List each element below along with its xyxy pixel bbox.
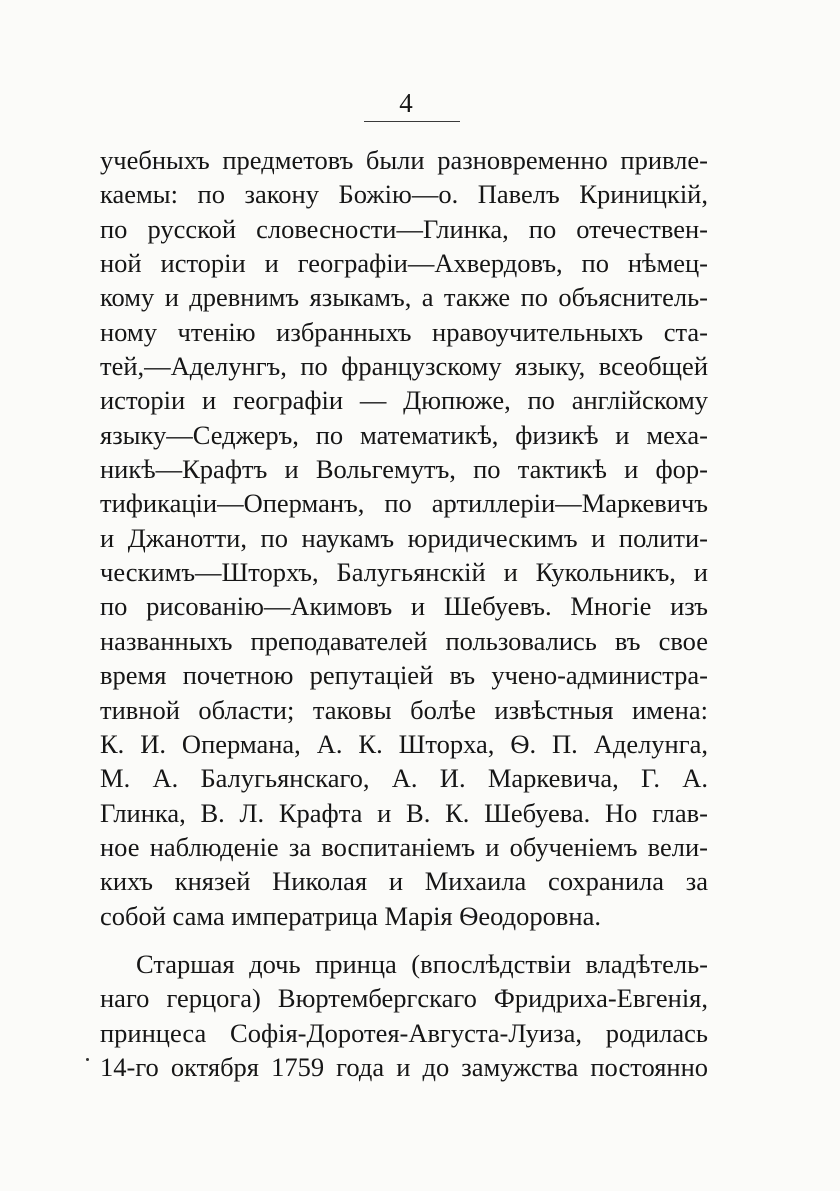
text-line: по русской словесности—Глинка, по отечествен- — [100, 213, 708, 244]
text-line: ной исторіи и географіи—Ахвердовъ, по нѣмец- — [100, 248, 708, 279]
text-line: каемы: по закону Божію—о. Павелъ Криницкій, — [100, 179, 708, 210]
text-line: языку—Седжеръ, по математикѣ, физикѣ и меха- — [100, 419, 708, 450]
text-line: и Джанотти, по наукамъ юридическимъ и полити- — [100, 522, 708, 553]
text-line: М. А. Балугьянскаго, А. И. Маркевича, Г. А. — [100, 763, 708, 794]
text-line: ное наблюденіе за воспитаніемъ и обученіемъ вели- — [100, 831, 708, 862]
text-line: принцеса Софія-Доротея-Августа-Луиза, родилась — [100, 1017, 708, 1048]
text-line: кому и древнимъ языкамъ, а также по объяснитель- — [100, 282, 708, 313]
text-line: по рисованію—Акимовъ и Шебуевъ. Многіе изъ — [100, 591, 708, 622]
paragraph-2 — [100, 947, 708, 1084]
text-line: ческимъ—Шторхъ, Балугьянскій и Кукольникъ, и — [100, 557, 708, 588]
text-line: время почетною репутаціей въ учено-администра- — [100, 660, 708, 691]
text-line: ному чтенію избранныхъ нравоучительныхъ ста- — [100, 316, 708, 347]
body-text — [100, 143, 708, 1084]
text-line: К. И. Опермана, А. К. Шторха, Ѳ. П. Аделунга, — [100, 728, 708, 759]
text-line: исторіи и географіи — Дюпюже, по англійскому — [100, 385, 708, 416]
text-line: наго герцога) Вюртембергскаго Фридриха-Евгенія, — [100, 983, 708, 1014]
paragraph-1 — [100, 143, 708, 933]
text-line: тификаціи—Оперманъ, по артиллеріи—Маркевичъ — [100, 488, 708, 519]
text-line: кихъ князей Николая и Михаила сохранила за — [100, 866, 708, 897]
text-line: никѣ—Крафтъ и Вольгемутъ, по тактикѣ и фор- — [100, 454, 708, 485]
text-line: тивной области; таковы болѣе извѣстныя имена: — [100, 694, 708, 725]
page-number: 4 — [399, 88, 413, 118]
paragraph-gap — [100, 933, 708, 947]
text-line: Глинка, В. Л. Крафта и В. К. Шебуева. Но глав- — [100, 797, 708, 828]
print-speck — [86, 1058, 89, 1061]
text-line: 14-го октября 1759 года и до замужства постоянно — [100, 1051, 708, 1082]
header-rule — [364, 121, 460, 122]
text-line: учебныхъ предметовъ были разновременно привле- — [100, 145, 708, 175]
text-line: Старшая дочь принца (впослѣдствіи владѣтель- — [136, 948, 708, 979]
text-line: названныхъ преподавателей пользовались въ свое — [100, 625, 708, 656]
text-line: собой сама императрица Марія Ѳеодоровна. — [100, 900, 601, 931]
text-line: тей,—Аделунгъ, по французскому языку, всеобщей — [100, 351, 708, 382]
